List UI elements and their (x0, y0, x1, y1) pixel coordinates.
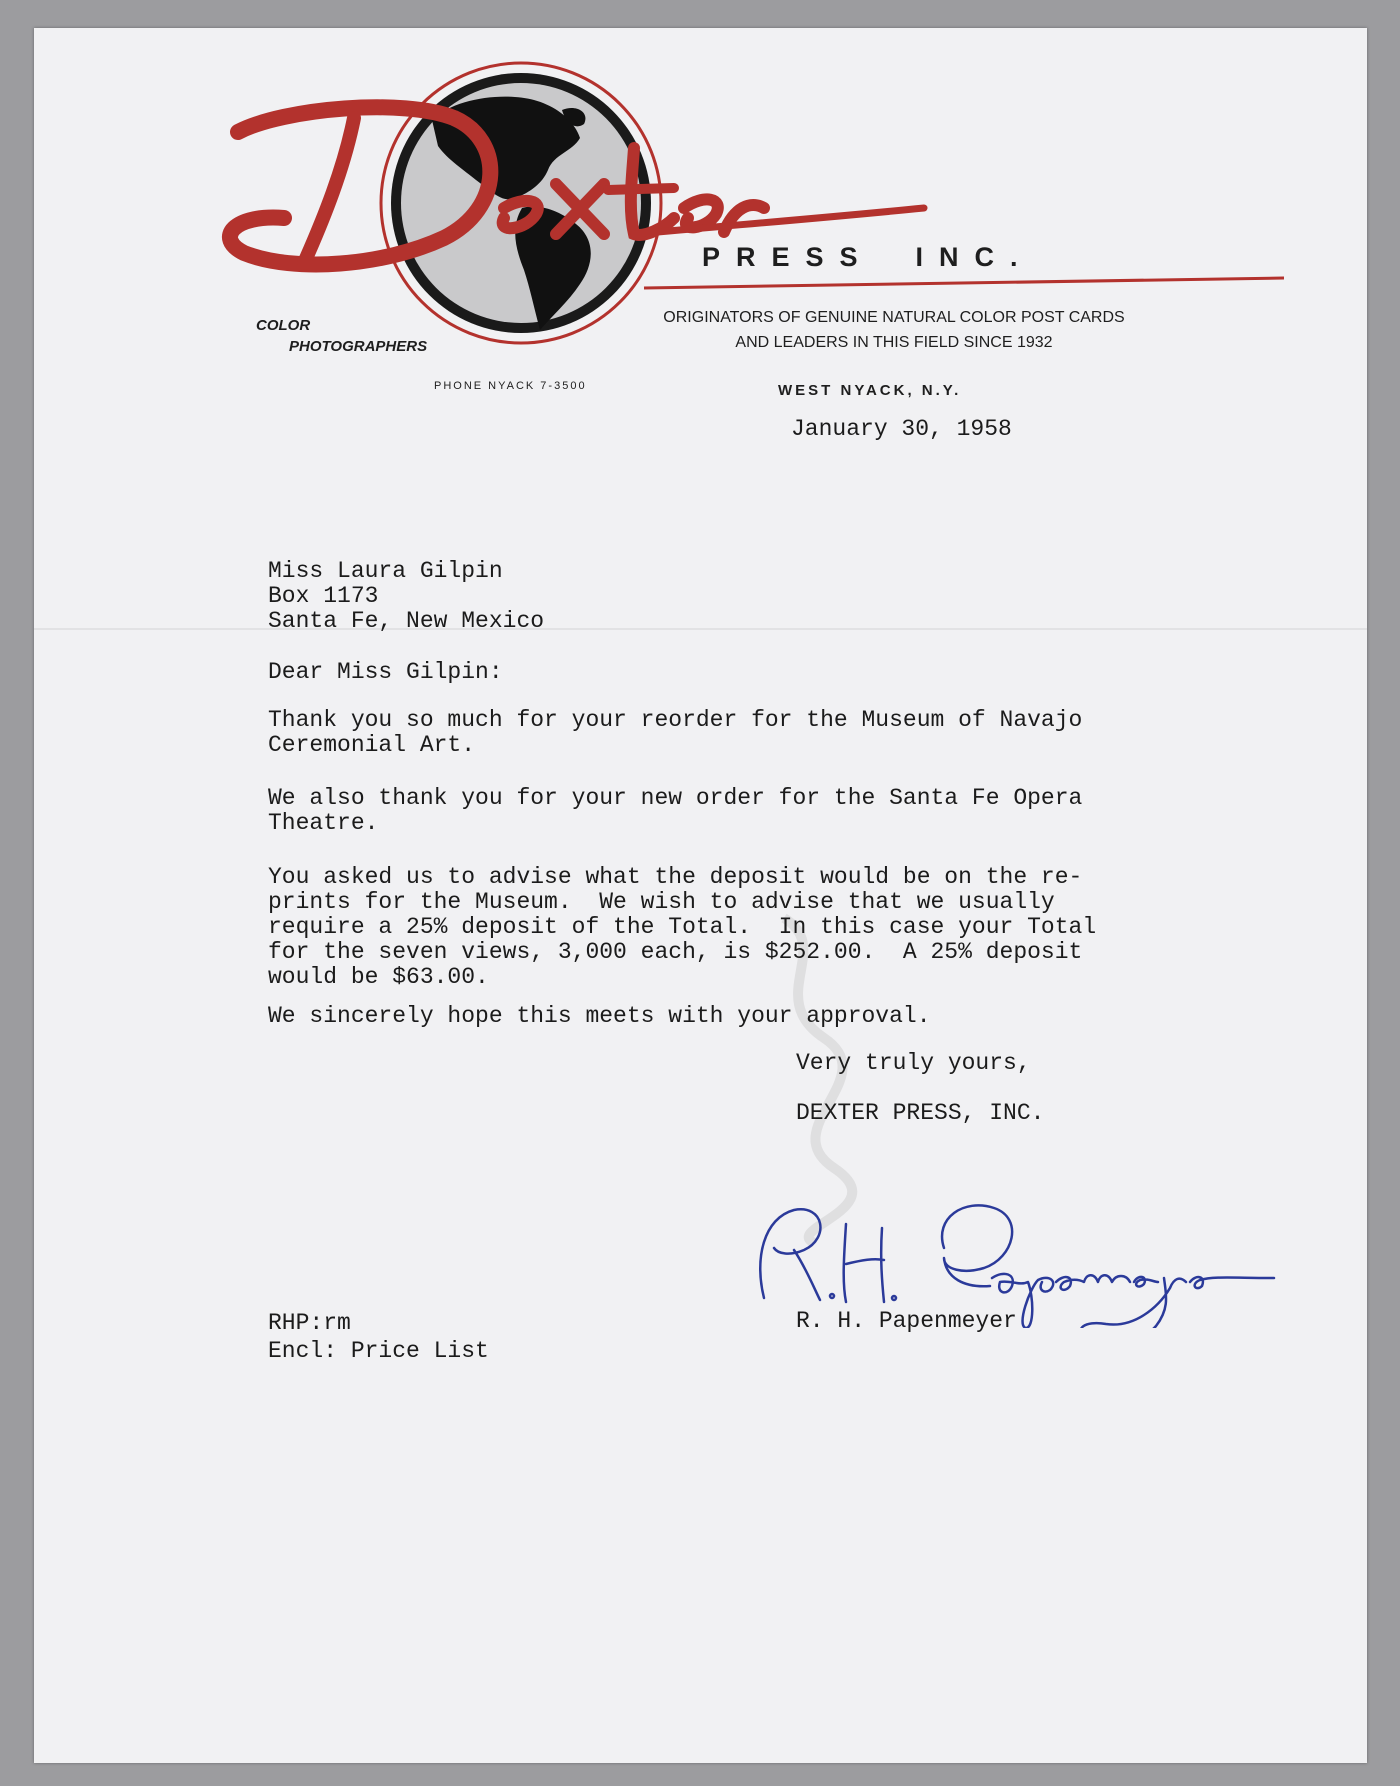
tagline-line-2: PHOTOGRAPHERS (289, 338, 428, 355)
company-name (702, 242, 1034, 273)
letter-page (34, 28, 1367, 1763)
recipient-address: Miss Laura Gilpin Box 1173 Santa Fe, New Mexico (268, 558, 545, 634)
originators-line-2: AND LEADERS IN THIS FIELD SINCE 1932 (735, 334, 1053, 351)
body-paragraph-2: We also thank you for your new order for the Santa Fe Opera Theatre. (268, 785, 1083, 836)
originators-tagline (634, 305, 1154, 355)
letter-date: January 30, 1958 (791, 416, 1012, 442)
company-signature-line: DEXTER PRESS, INC. (796, 1100, 1045, 1126)
paper-fold-line (34, 628, 1367, 630)
body-paragraph-3: You asked us to advise what the deposit would be on the re- prints for the Museum. We wish to advise that we usually require a 25% deposit of the Total. In this case your Total for the seven views, 3,000 each, is $252.00. A 25% deposit would be $63.00. (268, 864, 1097, 990)
color-photographers-tagline (256, 315, 427, 357)
phone-number: PHONE NYACK 7-3500 (434, 380, 587, 392)
handwritten-signature (734, 1178, 1294, 1328)
city-line: WEST NYACK, N.Y. (778, 382, 962, 399)
body-paragraph-4: We sincerely hope this meets with your approval. (268, 1003, 931, 1029)
company-name-press: PRESS (702, 242, 874, 272)
originators-line-1: ORIGINATORS OF GENUINE NATURAL COLOR POST CARDS (663, 309, 1125, 326)
company-name-suffix: INC. (915, 242, 1034, 272)
signer-name: R. H. Papenmeyer (796, 1308, 1017, 1334)
closing: Very truly yours, (796, 1050, 1031, 1076)
salutation: Dear Miss Gilpin: (268, 659, 503, 685)
body-paragraph-1: Thank you so much for your reorder for the Museum of Navajo Ceremonial Art. (268, 707, 1083, 758)
tagline-line-1: COLOR (256, 317, 311, 334)
enclosure-note: Encl: Price List (268, 1338, 489, 1364)
reference-initials: RHP:rm (268, 1310, 351, 1336)
